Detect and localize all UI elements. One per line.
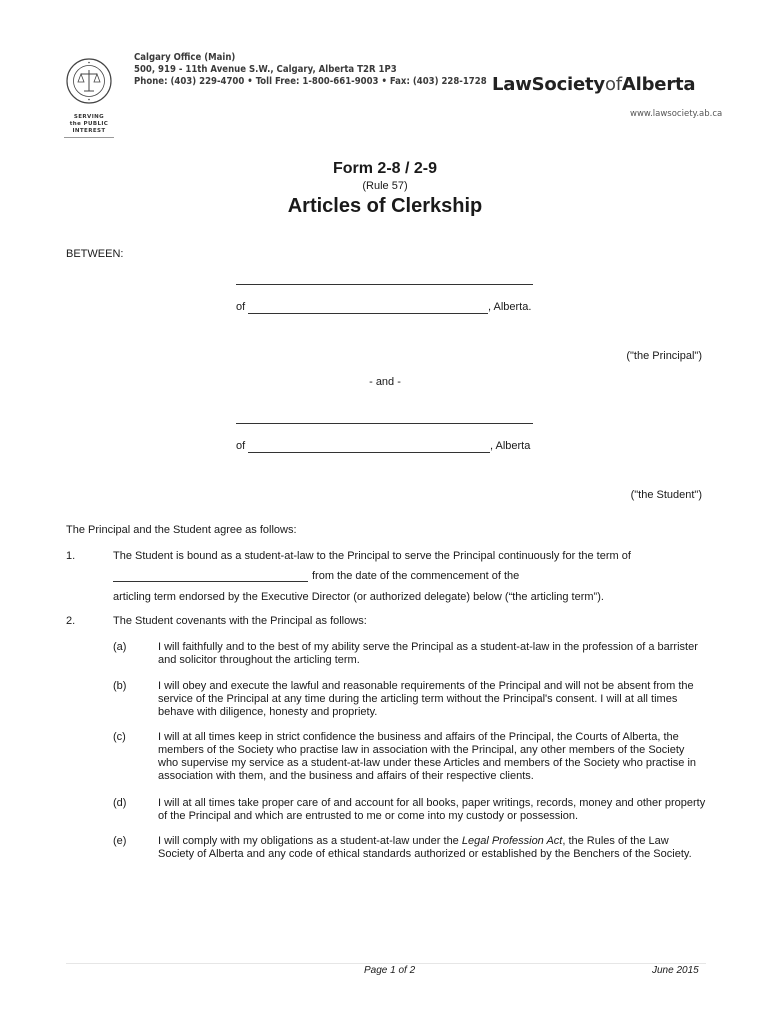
agreement-intro: The Principal and the Student agree as follows: <box>66 524 297 536</box>
form-number: Form 2-8 / 2-9 <box>332 160 438 177</box>
document-title: Articles of Clerkship <box>287 195 483 217</box>
brand-logo <box>492 74 695 95</box>
brand-part-1: LawSociety <box>492 74 605 95</box>
law-society-seal-icon <box>66 58 112 104</box>
item-c-text: I will at all times keep in strict confidence the business and affairs of the Principal, the Courts of Alberta, the members of the Society who practise law in association with the Principal, any other members of the Society who supervise my service as a student-at-law under these Articles and members of the Society who practise in association with them, and the business and affairs of their respective clients. <box>158 731 697 782</box>
legal-profession-act: Legal Profession Act <box>461 835 563 847</box>
clause-1-number: 1. <box>66 550 76 562</box>
rule-reference: (Rule 57) <box>362 180 408 192</box>
item-e-text-after: , the Rules of the Law Society of Alberta and any code of ethical standards authorized or established by the Benchers of the Society. <box>158 835 692 860</box>
clause-2-text: The Student covenants with the Principal as follows: <box>113 615 367 627</box>
brand-part-3: Alberta <box>621 74 696 95</box>
principal-alberta-label: , Alberta. <box>488 301 532 313</box>
item-e-text <box>158 835 706 861</box>
revision-date: June 2015 <box>652 965 699 976</box>
office-name: Calgary Office (Main) <box>134 52 236 63</box>
office-info <box>134 52 487 88</box>
item-c-label: (c) <box>113 731 126 743</box>
item-b-label: (b) <box>113 680 127 692</box>
student-location-field[interactable] <box>248 452 490 453</box>
item-a-text: I will faithfully and to the best of my ability serve the Principal as a student-at-law in the profession of a barrister and solicitor throughout the articling term. <box>158 641 698 666</box>
brand-part-2: of <box>604 74 622 95</box>
item-e-label: (e) <box>113 835 127 847</box>
item-d-label: (d) <box>113 797 127 809</box>
principal-designation: ("the Principal") <box>626 350 702 362</box>
page-number: Page 1 of 2 <box>364 965 416 976</box>
seal-text-line-3: INTEREST <box>72 128 106 134</box>
office-address: 500, 919 - 11th Avenue S.W., Calgary, Alberta T2R 1P3 <box>134 64 397 75</box>
office-contact: Phone: (403) 229-4700 • Toll Free: 1-800-661-9003 • Fax: (403) 228-1728 <box>134 76 487 87</box>
student-alberta-label: , Alberta <box>490 440 531 452</box>
between-label: BETWEEN: <box>66 248 124 260</box>
seal-divider <box>64 137 114 138</box>
student-name-field[interactable] <box>236 423 533 424</box>
principal-name-field[interactable] <box>236 284 533 285</box>
item-e-text-before: I will comply with my obligations as a student-at-law under the <box>158 835 462 847</box>
website-url: www.lawsociety.ab.ca <box>630 109 723 119</box>
item-d-text: I will at all times take proper care of and account for all books, paper writings, records, money and other property of the Principal and which are entrusted to me or come into my custody or possession. <box>158 797 706 822</box>
seal-text-line-2: the PUBLIC <box>69 121 109 127</box>
articling-term-field[interactable] <box>113 581 308 582</box>
clause-1-line-1: The Student is bound as a student-at-law to the Principal to serve the Principal continuously for the term of <box>113 550 631 562</box>
serving-public-interest-tag <box>64 114 114 135</box>
item-b-text: I will obey and execute the lawful and reasonable requirements of the Principal and will not be absent from the service of the Principal at any time during the articling term without the Principal's consent. I will at all times behave with diligence, honesty and propriety. <box>158 680 694 718</box>
clause-1-line-3: articling term endorsed by the Executive Director (or authorized delegate) below (“the articling term”). <box>113 591 604 603</box>
student-of-label: of <box>236 440 246 452</box>
student-designation: ("the Student") <box>630 489 702 501</box>
seal-text-line-1: SERVING <box>73 114 105 120</box>
and-separator: - and - <box>369 376 401 388</box>
clause-1-line-2: from the date of the commencement of the <box>312 570 520 582</box>
footer-divider <box>66 963 706 964</box>
item-a-label: (a) <box>113 641 127 653</box>
clause-2-number: 2. <box>66 615 76 627</box>
principal-location-field[interactable] <box>248 313 488 314</box>
principal-of-label: of <box>236 301 246 313</box>
